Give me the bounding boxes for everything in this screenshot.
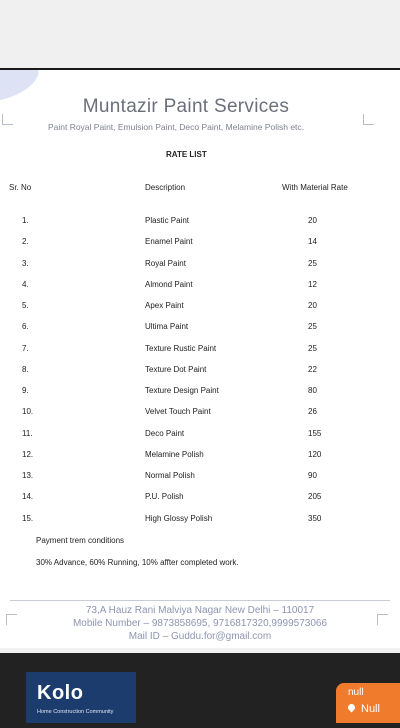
row-rate: 26: [308, 407, 317, 417]
row-rate: 20: [308, 301, 317, 310]
row-sr-no: 4.: [22, 279, 29, 289]
row-sr-no: 6.: [22, 322, 29, 332]
row-rate: 120: [308, 449, 322, 459]
table-row: [0, 216, 400, 228]
row-description: Melamine Polish: [145, 449, 204, 459]
row-rate: 350: [308, 513, 322, 523]
row-sr-no: 5.: [22, 301, 29, 310]
table-row: [0, 407, 400, 419]
row-sr-no: 7.: [22, 343, 29, 353]
row-rate: 25: [308, 322, 317, 332]
row-rate: 14: [308, 237, 317, 247]
row-description: Royal Paint: [145, 258, 186, 268]
row-sr-no: 3.: [22, 258, 29, 268]
row-rate: 155: [308, 428, 322, 438]
table-row: [0, 492, 400, 504]
row-description: Texture Dot Paint: [145, 364, 207, 374]
row-sr-no: 12.: [22, 449, 34, 459]
row-description: Texture Rustic Paint: [145, 343, 217, 353]
row-sr-no: 8.: [22, 364, 29, 374]
table-row: [0, 280, 400, 292]
row-description: Enamel Paint: [145, 237, 193, 247]
table-row: [0, 344, 400, 356]
kolo-logo[interactable]: [26, 672, 136, 723]
table-row: [0, 386, 400, 398]
brand-name: Kolo: [37, 682, 84, 704]
row-description: Apex Paint: [145, 301, 184, 310]
table-row: [0, 237, 400, 249]
row-description: Normal Polish: [145, 471, 195, 480]
row-sr-no: 11.: [22, 428, 33, 438]
row-description: Deco Paint: [145, 428, 185, 438]
table-row: [0, 450, 400, 462]
row-rate: 90: [308, 471, 317, 480]
header-description: Description: [145, 183, 186, 192]
location-badge-bottom: [348, 703, 380, 715]
table-row: [0, 322, 400, 334]
row-rate: 12: [308, 279, 317, 289]
row-description: P.U. Polish: [145, 492, 184, 502]
footer-address: 73,A Hauz Rani Malviya Nagar New Delhi – 110017: [85, 605, 315, 616]
table-row: [0, 365, 400, 377]
table-row: [0, 514, 400, 526]
row-rate: 22: [308, 364, 317, 374]
location-badge[interactable]: [336, 683, 400, 723]
row-description: Ultima Paint: [145, 322, 189, 332]
row-sr-no: 15.: [22, 513, 34, 523]
row-rate: 25: [308, 258, 317, 268]
brand-tagline: Home Construction Community: [37, 709, 114, 715]
header-rate: With Material Rate: [282, 183, 348, 192]
table-row: [0, 429, 400, 441]
row-sr-no: 13.: [22, 471, 34, 480]
table-row: [0, 259, 400, 271]
payment-heading: Payment trem conditions: [36, 536, 125, 545]
row-sr-no: 2.: [22, 237, 29, 247]
row-description: Plastic Paint: [145, 216, 190, 225]
table-row: [0, 301, 400, 313]
row-rate: 25: [308, 343, 317, 353]
row-description: High Glossy Polish: [145, 513, 213, 523]
location-value: Null: [361, 703, 380, 715]
rate-list-title: RATE LIST: [166, 150, 207, 159]
row-rate: 20: [308, 216, 317, 225]
row-sr-no: 14.: [22, 492, 34, 502]
footer-mail: Mail ID – Guddu.for@gmail.com: [128, 631, 272, 642]
row-sr-no: 1.: [22, 216, 29, 225]
location-badge-top: null: [348, 687, 364, 698]
services-line: Paint Royal Paint, Emulsion Paint, Deco Paint, Melamine Polish etc.: [47, 122, 305, 132]
row-sr-no: 9.: [22, 386, 29, 395]
row-rate: 205: [308, 492, 322, 502]
row-description: Velvet Touch Paint: [145, 407, 211, 417]
rate-list-document: [0, 68, 400, 650]
payment-terms: 30% Advance, 60% Running, 10% affter completed work.: [36, 558, 239, 567]
table-row: [0, 471, 400, 483]
footer-mobile: Mobile Number – 9873858695, 9716817320,9999573066: [72, 618, 328, 629]
row-description: Almond Paint: [145, 279, 193, 289]
row-rate: 80: [308, 386, 317, 395]
top-bar: [0, 0, 400, 68]
header-sr-no: Sr. No: [9, 183, 32, 192]
location-pin-icon: [347, 703, 357, 713]
row-sr-no: 10.: [22, 407, 34, 417]
footer-divider: [10, 600, 390, 601]
row-description: Texture Design Paint: [145, 386, 219, 395]
company-name: Muntazir Paint Services: [82, 96, 290, 117]
